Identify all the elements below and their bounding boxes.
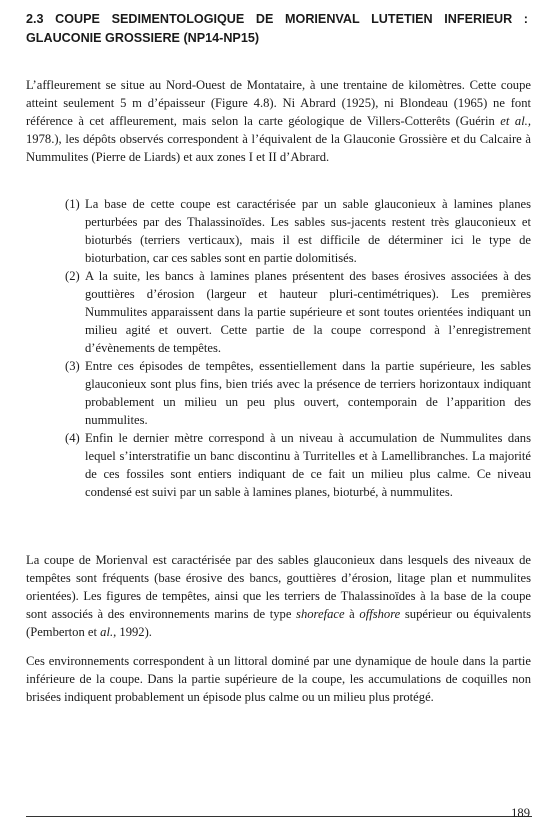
list-item-text: A la suite, les bancs à lamines planes présentent des bases érosives associées à des gouttières d’érosion (largeur et hauteur pluri-centimétriques). Les premières Nummulites apparaissent dans la partie supérieure et sont toutes orientées indiquant un milieu agité et ouvert. Cette partie de la coupe correspond à l’enregistrement d’évènements de tempêtes. — [85, 269, 531, 355]
summary-text-2: supérieur ou équivalents (Pemberton et — [26, 607, 531, 639]
list-item-number: (1) — [65, 197, 80, 211]
shoreface-term: shoreface — [296, 607, 345, 621]
summary-text-3: , 1992). — [113, 625, 152, 639]
list-item-number: (2) — [65, 269, 80, 283]
list-item-text: Enfin le dernier mètre correspond à un niveau à accumulation de Nummulites dans lequel s’interstratifie un banc discontinu à Turritelles et à Lamellibranches. La majorité de ces fossiles sont entiers indiquant de ce fait un milieu plus calme. Ce niveau condensé est suivi par un sable à lamines planes, bioturbé, à nummulites. — [85, 431, 531, 499]
list-item — [65, 195, 531, 267]
list-item-text: La base de cette coupe est caractérisée par un sable glauconieux à lamines planes perturbées par des Thalassinoïdes. Les sables sus-jacents restent très glauconieux et bioturbés (terriers verticaux), mais il est difficile de déterminer ici le type de bioturbation, car ces sables sont en partie dolomitisés. — [85, 197, 531, 265]
intro-paragraph — [26, 76, 531, 166]
list-item — [65, 357, 531, 429]
section-title: 2.3 COUPE SEDIMENTOLOGIQUE DE MORIENVAL LUTETIEN INFERIEUR : GLAUCONIE GROSSIERE (NP14-NP15) — [26, 12, 528, 45]
list-item — [65, 267, 531, 357]
summary-paragraph — [26, 551, 531, 641]
summary-text-1: La coupe de Morienval est caractérisée par des sables glauconieux dans lesquels des niveaux de tempêtes sont fréquents (base érosive des bancs, gouttières d’érosion, litage plan et nummulites orientées). Les figures de tempêtes, ainsi que les terriers de Thalassinoïdes à la base de la coupe sont associés à des environnements marins de type — [26, 553, 531, 621]
observation-list — [65, 195, 531, 501]
footer-divider — [26, 816, 532, 817]
list-item-number: (3) — [65, 359, 80, 373]
offshore-term: offshore — [359, 607, 401, 621]
intro-text-2: 1978.), les dépôts observés correspondent à l’équivalent de la Glauconie Grossière et du Calcaire à Nummulites (Pierre de Liards) et aux zones I et II d’Abrard. — [26, 132, 531, 164]
summary-al: al. — [100, 625, 114, 639]
list-item — [65, 429, 531, 501]
intro-et-al: et al., — [500, 114, 531, 128]
environment-paragraph: Ces environnements correspondent à un littoral dominé par une dynamique de houle dans la partie inférieure de la coupe. Dans la partie supérieure de la coupe, les accumulations de coquilles non brisées indiquent probablement un épisode plus calme ou un milieu plus protégé. — [26, 654, 531, 704]
list-item-number: (4) — [65, 431, 80, 445]
list-item-text: Entre ces épisodes de tempêtes, essentiellement dans la partie supérieure, les sables glauconieux sont plus fins, bien triés avec la présence de terriers horizontaux indiquant probablement un milieu un peu plus ouvert, contemporain de l’apparition des nummulites. — [85, 359, 531, 427]
summary-text-between: à — [344, 607, 360, 621]
page-number: 189 — [511, 806, 530, 820]
intro-text-1: L’affleurement se situe au Nord-Ouest de Montataire, à une trentaine de kilomètres. Cette coupe atteint seulement 5 m d’épaisseur (Figure 4.8). Ni Abrard (1925), ni Blondeau (1965) ne font référence à cet affleurement, mais selon la carte géologique de Villers-Cotterêts (Guérin — [26, 78, 531, 128]
